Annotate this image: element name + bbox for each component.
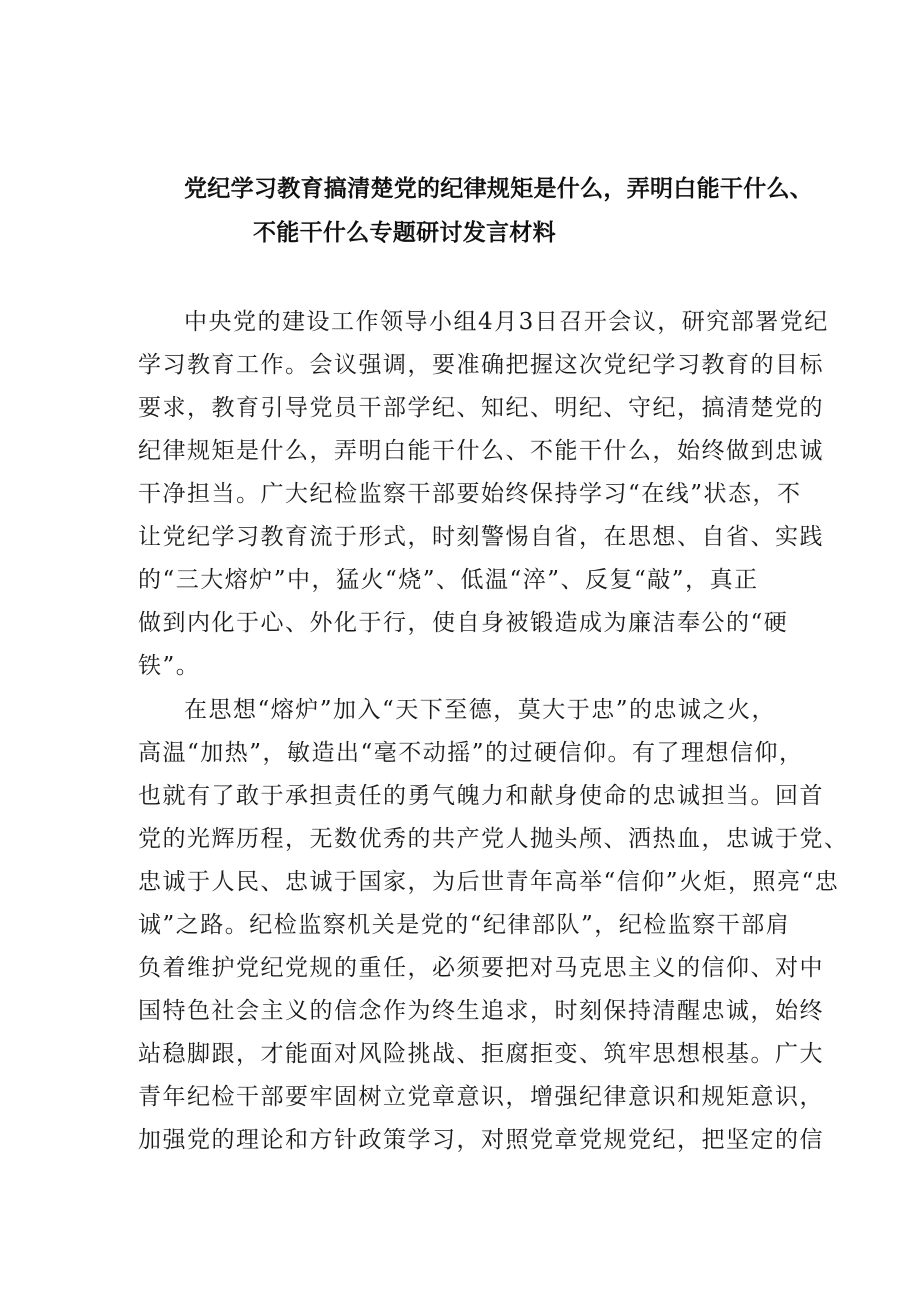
document-title-line-1: 党纪学习教育搞清楚党的纪律规矩是什么，弄明白能干什么、 (184, 176, 814, 202)
paragraph-1-line-6: 让党纪学习教育流于形式，时刻警惕自省，在思想、自省、实践 (138, 524, 824, 550)
paragraph-2-line-11: 加强党的理论和方针政策学习，对照党章党规党纪，把坚定的信 (138, 1127, 824, 1153)
paragraph-2-line-8: 国特色社会主义的信念作为终生追求，时刻保持清醒忠诚，始终 (138, 998, 824, 1024)
paragraph-1-line-2: 学习教育工作。会议强调，要准确把握这次党纪学习教育的目标 (138, 352, 824, 378)
paragraph-2-line-3: 也就有了敢于承担责任的勇气魄力和献身使命的忠诚担当。回首 (138, 783, 824, 809)
paragraph-2-line-9: 站稳脚跟，才能面对风险挑战、拒腐拒变、筑牢思想根基。广大 (138, 1041, 824, 1067)
paragraph-1-line-4: 纪律规矩是什么，弄明白能干什么、不能干什么，始终做到忠诚 (138, 438, 824, 464)
paragraph-2-line-7: 负着维护党纪党规的重任，必须要把对马克思主义的信仰、对中 (138, 955, 824, 981)
paragraph-2-line-5: 忠诚于人民、忠诚于国家，为后世青年高举“信仰”火炬，照亮“忠 (138, 869, 840, 895)
paragraph-2-line-6: 诚”之路。纪检监察机关是党的“纪律部队”，纪检监察干部肩 (138, 912, 791, 938)
paragraph-2-line-2: 高温“加热”，敏造出“毫不动摇”的过硬信仰。有了理想信仰， (138, 740, 804, 766)
paragraph-1-line-3: 要求，教育引导党员干部学纪、知纪、明纪、守纪，搞清楚党的 (138, 395, 824, 421)
paragraph-2-line-10: 青年纪检干部要牢固树立党章意识，增强纪律意识和规矩意识， (138, 1084, 824, 1110)
paragraph-1-line-9: 铁”。 (138, 653, 201, 679)
paragraph-1-line-1: 中央党的建设工作领导小组4月3日召开会议，研究部署党纪 (184, 309, 829, 335)
document-title-line-2: 不能干什么专题研讨发言材料 (253, 220, 556, 246)
paragraph-2-line-1: 在思想“熔炉”加入“天下至德，莫大于忠”的忠诚之火， (184, 697, 777, 723)
paragraph-1-line-7: 的“三大熔炉”中，猛火“烧”、低温“淬”、反复“敲”，真正 (138, 567, 759, 593)
paragraph-1-line-5: 干净担当。广大纪检监察干部要始终保持学习“在线”状态，不 (138, 481, 802, 507)
paragraph-1-line-8: 做到内化于心、外化于行，使自身被锻造成为廉洁奉公的“硬 (138, 610, 789, 636)
paragraph-2-line-4: 党的光辉历程，无数优秀的共产党人抛头颅、洒热血，忠诚于党、 (138, 826, 849, 852)
